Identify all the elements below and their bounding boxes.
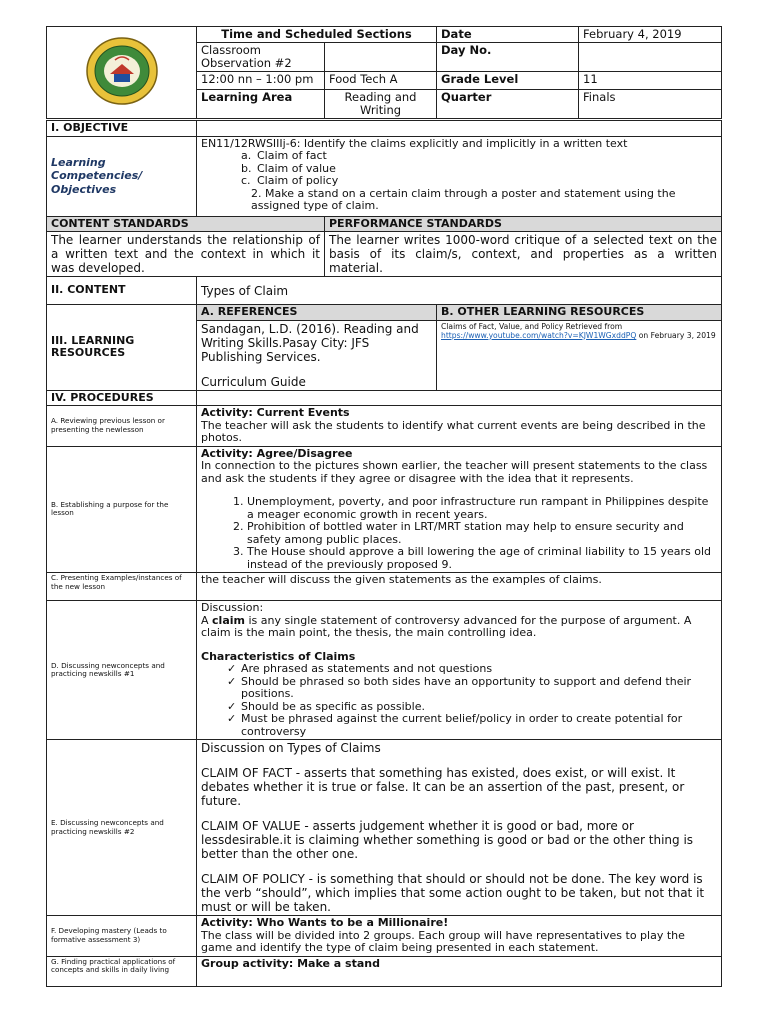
objective-second: 2. Make a stand on a certain claim through a poster and statement using the assigned type of claim. xyxy=(251,186,676,212)
list-item: ✓ Should be phrased so both sides have an opportunity to support and defend their positions. xyxy=(201,676,717,701)
references-cell xyxy=(197,320,437,390)
procedure-c-text: the teacher will discuss the given statements as the examples of claims. xyxy=(197,573,722,601)
header-table xyxy=(46,26,722,119)
header-title: Time and Scheduled Sections xyxy=(197,27,437,43)
procedure-b-body xyxy=(197,446,722,573)
list-item: ✓ Should be as specific as possible. xyxy=(201,701,717,714)
area-label: Learning Area xyxy=(197,90,325,119)
procedure-e-body xyxy=(197,740,722,916)
procedure-c-label: C. Presenting Examples/instances of the new lesson xyxy=(47,573,197,601)
procedure-f-body xyxy=(197,916,722,957)
objective-heading-blank xyxy=(197,121,722,137)
lesson-plan-table xyxy=(46,120,722,987)
list-item: 3. The House should approve a bill lowering the age of criminal liability to 15 years old instead of the previously proposed 9. xyxy=(247,546,717,571)
competency-label-cell xyxy=(47,136,197,216)
characteristics-list xyxy=(201,663,717,738)
procedure-b-activity: Activity: Agree/Disagree xyxy=(201,446,353,460)
day-label: Day No. xyxy=(437,43,579,72)
content-value: Types of Claim xyxy=(197,277,722,305)
claim-list xyxy=(201,150,717,188)
list-item: a. Claim of fact xyxy=(241,149,327,162)
procedures-heading: IV. PROCEDURES xyxy=(47,390,197,406)
procedure-e-label: E. Discussing newconcepts and practicing newskills #2 xyxy=(47,740,197,916)
objective-code-line: EN11/12RWSIIIj-6: Identify the claims explicitly and implicitly in a written text xyxy=(201,136,628,150)
grade-value: 11 xyxy=(579,72,722,90)
procedure-f-label: F. Developing mastery (Leads to formative assessment 3) xyxy=(47,916,197,957)
curriculum-guide: Curriculum Guide xyxy=(201,374,306,389)
claim-definition: A claim is any single statement of controversy advanced for the purpose of argument. A claim is the main point, the thesis, the main controlling idea. xyxy=(201,613,692,639)
procedure-d-label: D. Discussing newconcepts and practicing newskills #1 xyxy=(47,601,197,740)
other-resources-cell: Claims of Fact, Value, and Policy Retrieved from https://www.youtube.com/watch?v=KJW1WGxddPQ on February 3, 2019 xyxy=(437,320,722,390)
claim-of-fact: CLAIM OF FACT - asserts that something has existed, does exist, or will exist. It debates whether it is true or false. It can be an assertion of the past, present, or future. xyxy=(201,766,685,808)
procedure-b-text: In connection to the pictures shown earlier, the teacher will present statements to the class and ask the students if they agree or disagree with the idea that it represents. xyxy=(201,459,708,485)
content-standards-heading: CONTENT STANDARDS xyxy=(47,216,325,232)
procedure-a-body xyxy=(197,406,722,447)
quarter-label: Quarter xyxy=(437,90,579,119)
time-slot: 12:00 nn – 1:00 pm xyxy=(197,72,325,90)
procedure-a-activity: Activity: Current Events xyxy=(201,406,350,419)
objective-heading: I. OBJECTIVE xyxy=(47,121,197,137)
youtube-link[interactable]: https://www.youtube.com/watch?v=KJW1WGxddPQ xyxy=(441,330,637,340)
competency-label: Learning Competencies/ Objectives xyxy=(51,155,143,196)
reference-text: Sandagan, L.D. (2016). Reading and Writing Skills.Pasay City: JFS Publishing Services. xyxy=(201,321,419,364)
session-name: Classroom Observation #2 xyxy=(197,43,325,72)
area-value: Reading and Writing xyxy=(325,90,437,119)
day-value xyxy=(579,43,722,72)
procedure-e-title: Discussion on Types of Claims xyxy=(201,741,381,755)
grade-label: Grade Level xyxy=(437,72,579,90)
resources-heading: III. LEARNING RESOURCES xyxy=(47,305,197,391)
list-item: 1. Unemployment, poverty, and poor infrastructure run rampant in Philippines despite a meager economic growth in recent years. xyxy=(247,496,717,521)
procedure-d-body xyxy=(197,601,722,740)
claim-of-policy: CLAIM OF POLICY - is something that should or should not be done. The key word is the verb “should”, which implies that some action ought to be taken, but not that it must or will be taken. xyxy=(201,872,705,914)
performance-standards-heading: PERFORMANCE STANDARDS xyxy=(325,216,722,232)
content-standards-text: The learner understands the relationship of a written text and the context in which it was developed. xyxy=(47,232,325,277)
procedure-a-text: The teacher will ask the students to identify what current events are being described in the photos. xyxy=(201,418,706,444)
list-item: c. Claim of policy xyxy=(241,174,339,187)
performance-standards-text: The learner writes 1000-word critique of a selected text on the basis of its claim/s, context, and properties as a written material. xyxy=(325,232,722,277)
objective-body xyxy=(197,136,722,216)
date-value: February 4, 2019 xyxy=(579,27,722,43)
procedure-g-activity: Group activity: Make a stand xyxy=(197,956,722,986)
procedure-g-label: G. Finding practical applications of concepts and skills in daily living xyxy=(47,956,197,986)
procedure-b-label: B. Establishing a purpose for the lesson xyxy=(47,446,197,573)
list-item: b. Claim of value xyxy=(241,161,336,175)
empty-cell xyxy=(325,43,437,72)
other-resources-heading: B. OTHER LEARNING RESOURCES xyxy=(437,305,722,321)
references-heading: A. REFERENCES xyxy=(197,305,437,321)
content-heading: II. CONTENT xyxy=(47,277,197,305)
list-item: ✓ Must be phrased against the current belief/policy in order to create potential for controversy xyxy=(201,713,717,738)
procedure-d-discussion: Discussion: xyxy=(201,601,264,614)
claim-of-value: CLAIM OF VALUE - asserts judgement whether it is good or bad, more or lessdesirable.it is claiming whether something is good or bad or the other thing is better than the other one. xyxy=(201,819,694,861)
date-label: Date xyxy=(437,27,579,43)
school-seal-logo xyxy=(85,36,159,106)
procedure-f-text: The class will be divided into 2 groups. Each group will have representatives to play the game and identify the type of claim being presented in each statement. xyxy=(201,928,685,954)
school-logo-cell xyxy=(47,27,197,119)
procedure-a-label: A. Reviewing previous lesson or presenting the newlesson xyxy=(47,406,197,447)
quarter-value: Finals xyxy=(579,90,722,119)
characteristics-heading: Characteristics of Claims xyxy=(201,649,356,663)
list-item: ✓ Are phrased as statements and not questions xyxy=(201,663,717,676)
procedure-f-activity: Activity: Who Wants to be a Millionaire! xyxy=(201,916,449,929)
statement-list xyxy=(201,496,717,571)
section-name: Food Tech A xyxy=(325,72,437,90)
procedures-heading-blank xyxy=(197,390,722,406)
list-item: 2. Prohibition of bottled water in LRT/MRT station may help to ensure security and safety among public places. xyxy=(247,521,717,546)
